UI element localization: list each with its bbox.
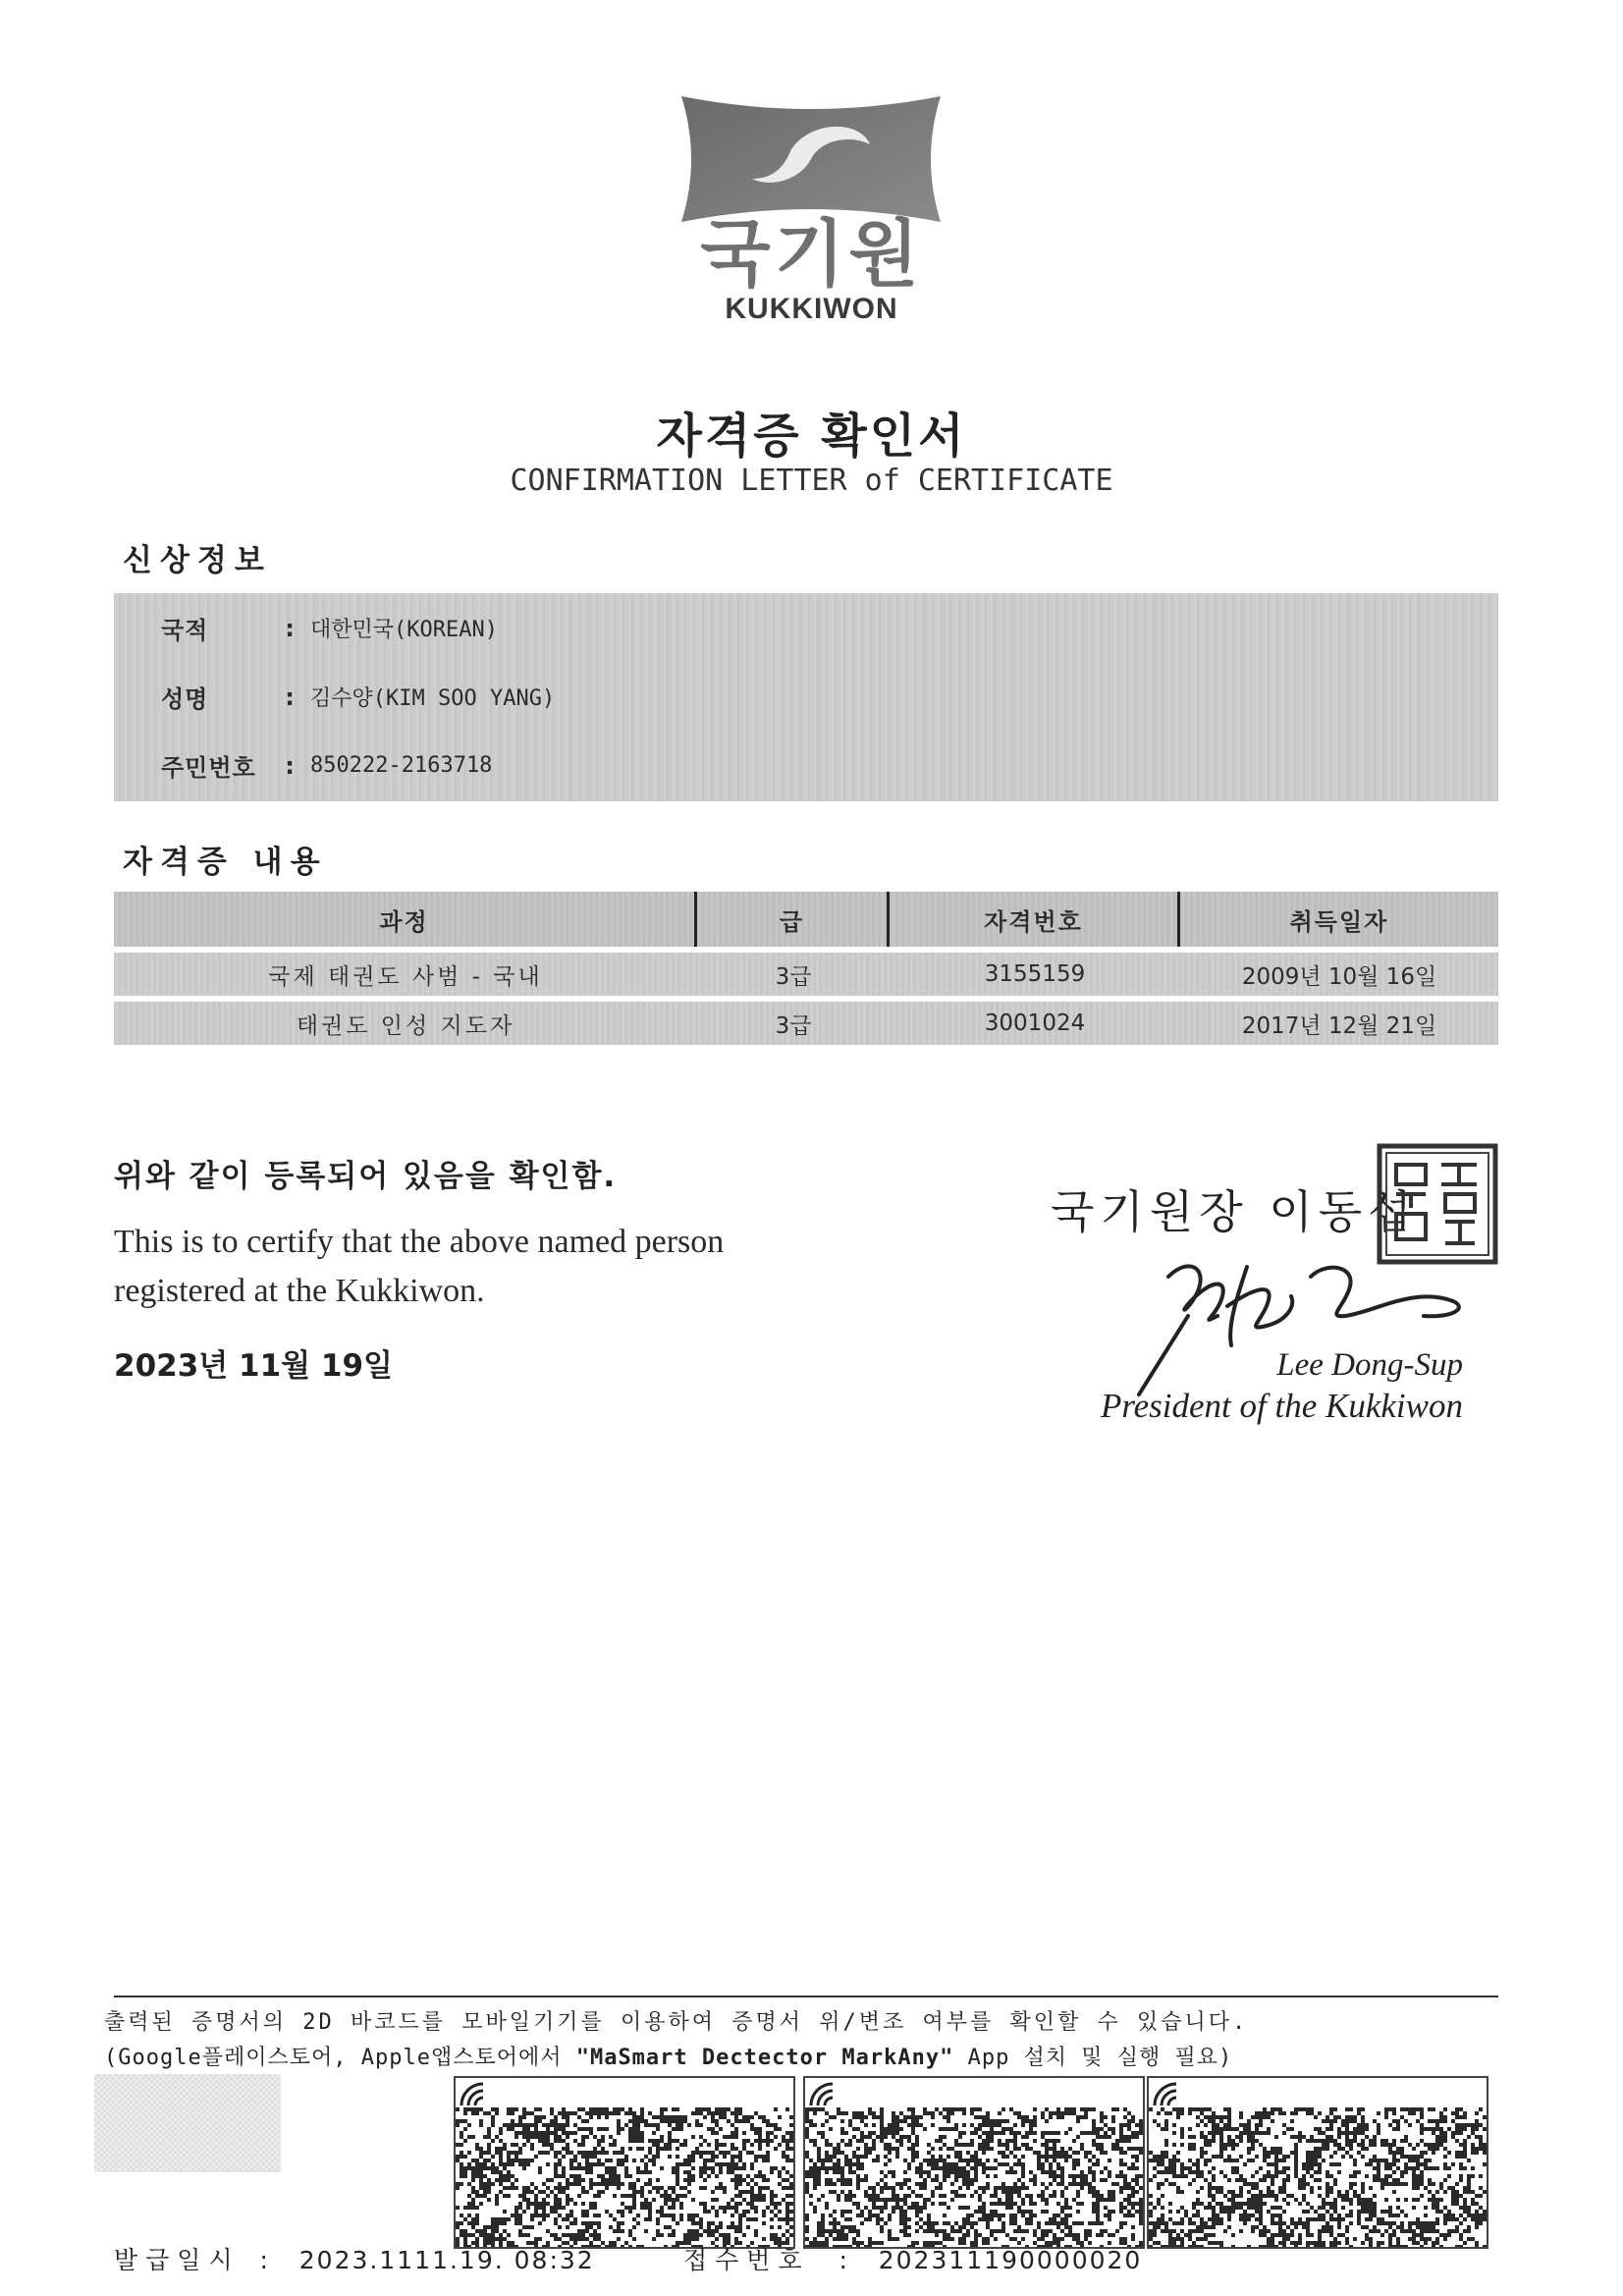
notice-suffix: App 설치 및 실행 필요) — [953, 2046, 1233, 2070]
receipt-colon: : — [819, 2246, 869, 2274]
barcode-pattern — [456, 2078, 793, 2247]
column-header-date: 취득일자 — [1289, 907, 1389, 936]
cell-grade: 3급 — [775, 963, 812, 990]
table-header — [114, 892, 1498, 947]
logo-name-english: KUKKIWON — [725, 293, 898, 325]
info-colon: : — [285, 751, 295, 780]
receipt-number — [683, 2241, 1142, 2276]
info-value-nationality: 대한민국(KOREAN) — [310, 618, 498, 642]
confirmation-text-korean: 위와 같이 등록되어 있음을 확인함. — [114, 1159, 618, 1194]
president-title-korean: 국기원장 이동섭 — [1051, 1185, 1418, 1238]
document-title-korean: 자격증 확인서 — [656, 409, 967, 464]
app-name: "MaSmart Dectector MarkAny" — [575, 2046, 954, 2070]
2d-barcode[interactable] — [454, 2076, 795, 2249]
signatory-name-english: Lee Dong-Sup — [1276, 1347, 1463, 1383]
issued-colon: : — [249, 2246, 290, 2274]
verification-app-notice — [104, 2041, 1232, 2071]
barcode-pattern — [805, 2078, 1143, 2247]
info-label: 주민번호 — [161, 754, 256, 782]
personal-info-heading: 신상정보 — [123, 543, 272, 578]
signatory-title-english: President of the Kukkiwon — [1100, 1387, 1463, 1425]
barcode-pattern — [1149, 2078, 1487, 2247]
notice-prefix: (Google플레이스토어, Apple앱스토어에서 — [104, 2046, 576, 2070]
issue-date: 2023년 11월 19일 — [114, 1348, 393, 1384]
info-row-name — [161, 680, 555, 714]
cell-number: 3155159 — [984, 961, 1086, 987]
logo-name-korean: 국기원 — [700, 212, 923, 297]
info-value-resident-number: 850222-2163718 — [310, 753, 493, 778]
watermark-stamp — [94, 2074, 281, 2172]
info-row-resident-number — [161, 748, 492, 783]
document-title-english: CONFIRMATION LETTER of CERTIFICATE — [510, 464, 1113, 498]
footer-divider — [114, 1995, 1498, 1997]
cell-number: 3001024 — [984, 1011, 1086, 1036]
certificate-details-heading: 자격증 내용 — [123, 845, 328, 880]
issued-label: 발급일시 — [114, 2246, 241, 2274]
kukkiwon-logo-icon — [674, 90, 948, 228]
receipt-label: 접수번호 — [683, 2246, 810, 2274]
info-colon: : — [285, 683, 295, 711]
receipt-value: 202311190000020 — [878, 2246, 1143, 2274]
personal-info-panel — [114, 593, 1498, 801]
confirmation-text-english — [114, 1218, 860, 1316]
column-header-course: 과정 — [114, 892, 697, 947]
confirmation-line-1: This is to certify that the above named person — [114, 1224, 725, 1260]
cell-course: 국제 태권도 사범 - 국내 — [268, 963, 543, 990]
cell-grade: 3급 — [775, 1012, 812, 1039]
info-row-nationality — [161, 611, 498, 645]
info-colon: : — [285, 614, 295, 642]
table-row — [114, 953, 1498, 996]
info-value-name: 김수양(KIM SOO YANG) — [310, 686, 556, 711]
2d-barcode[interactable] — [1147, 2076, 1488, 2249]
cell-course: 태권도 인성 지도자 — [296, 1012, 515, 1039]
issued-datetime — [114, 2241, 595, 2276]
column-header-number: 자격번호 — [890, 892, 1180, 947]
info-label: 국적 — [161, 617, 209, 644]
issued-value: 2023.1111.19. 08:32 — [298, 2246, 595, 2274]
confirmation-line-2: registered at the Kukkiwon. — [114, 1273, 485, 1309]
column-header-grade: 급 — [697, 892, 890, 947]
table-row — [114, 1002, 1498, 1045]
cell-date: 2009년 10월 16일 — [1241, 963, 1437, 990]
info-label: 성명 — [161, 685, 209, 713]
certificate-table — [114, 892, 1498, 1045]
2d-barcode[interactable] — [803, 2076, 1145, 2249]
cell-date: 2017년 12월 21일 — [1241, 1012, 1437, 1039]
verification-notice: 출력된 증명서의 2D 바코드를 모바일기기를 이용하여 증명서 위/변조 여부를 확인할 수 있습니다. — [104, 2010, 1249, 2035]
